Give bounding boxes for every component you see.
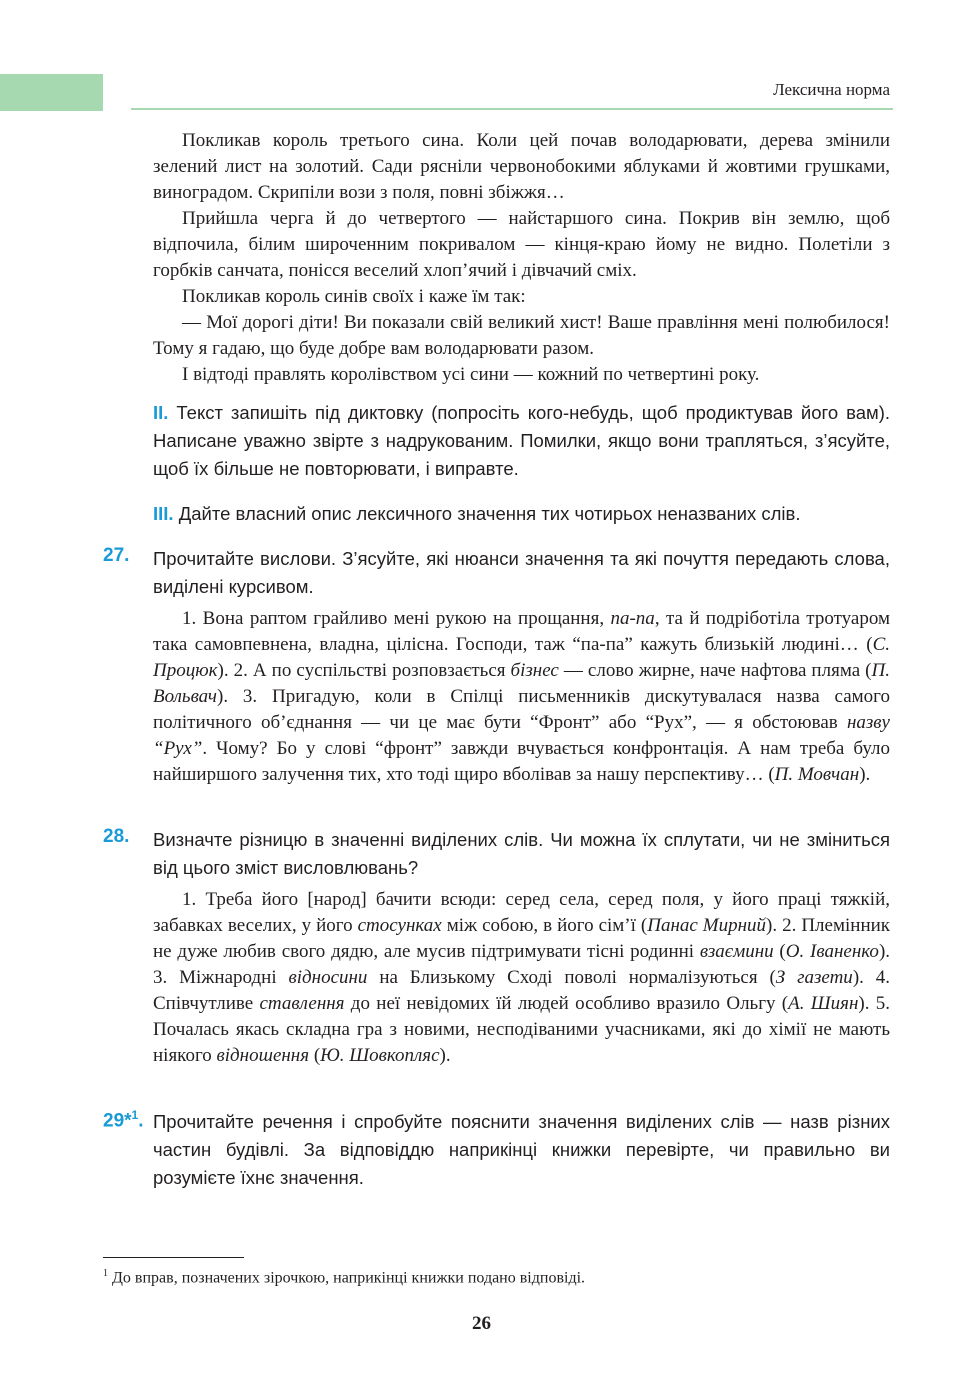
task-label: II.: [153, 402, 169, 423]
author: О. Іваненко: [785, 941, 879, 962]
exercise-27-text: 1. Вона раптом грайливо мені рукою на прощання, па-па, та й подріботіла тротуаром така самовпевнена, владна, цілісна. Господи, таж “па-па” кажуть близькій людині… (С. Процюк). 2. А по суспільстві розповзається бізнес — слово жирне, наче нафтова пляма (П. Вольвач). 3. Пригадую, коли в Спілці письменників дискутувалася назва самого політичного об’єднання — чи це має бути “Фронт” або “Рух”, — я обстоював назву “Рух”. Чому? Бо у слові “фронт” завжди вчувається конфронтація. А нам треба було найширшого залучення тих, хто тоді щиро вболівав за нашу перспективу… (П. Мовчан).: [153, 608, 890, 785]
exercise-task: Прочитайте речення і спробуйте пояснити значення виділених слів — назв різних частин будівлі. За відповіддю наприкінці книжки перевірте, чи правильно ви розумієте їхнє значення.: [153, 1111, 890, 1188]
header-rule: [131, 108, 893, 110]
story-paragraph: Покликав король синів своїх і каже їм так:: [182, 286, 526, 307]
source: З газети: [775, 967, 853, 988]
story-paragraph: — Мої дорогі діти! Ви показали свій великий хист! Ваше правління мені полюбилося! Тому я гадаю, що буде добре вам володарювати разом.: [153, 312, 890, 359]
task-label: III.: [153, 503, 174, 524]
footnote: $^1$ До вправ, позначених зірочкою, наприкінці книжки подано відповіді.: [103, 1268, 586, 1287]
author: П. Вольвач: [153, 660, 890, 707]
task-III: [153, 500, 890, 528]
author: Панас Мирний: [647, 915, 767, 936]
italic-word: відносини: [288, 967, 368, 988]
author: Ю. Шовкопляс: [320, 1045, 440, 1066]
author: П. Мовчан: [774, 764, 860, 785]
author: А. Шиян: [788, 993, 859, 1014]
task-text: Дайте власний опис лексичного значення тих чотирьох неназваних слів.: [178, 503, 801, 524]
exercise-number: 29*$^1$.: [103, 1108, 144, 1132]
italic-word: взаємини: [699, 941, 774, 962]
exercise-number: 27.: [103, 545, 130, 566]
italic-word: назву “Рух”: [153, 712, 890, 759]
italic-word: стосунках: [357, 915, 442, 936]
story-paragraph: І відтоді правлять королівством усі сини — кожний по четвертині року.: [182, 364, 760, 385]
page-number: 26: [472, 1313, 491, 1334]
task-text: Текст запишіть під диктовку (попросіть кого-небудь, щоб продиктував його вам). Написане уважно звірте з надрукованим. Помилки, якщо вони трапляться, з’ясуйте, щоб їх більше не повторювати, і виправте.: [153, 402, 891, 479]
exercise-task: Прочитайте вислови. З’ясуйте, які нюанси значення та які почуття передають слова, виділені курсивом.: [153, 548, 890, 597]
story-paragraph: Прийшла черга й до четвертого — найстаршого сина. Покрив він землю, щоб відпочила, білим широченним покривалом — кінця-краю йому не видно. Полетіли з горбків санчата, понісся веселий хлоп’ячий і дівчачий сміх.: [153, 208, 890, 281]
italic-word: ставлення: [259, 993, 345, 1014]
author: С. Процюк: [153, 634, 890, 681]
header-accent-tab: [0, 74, 103, 111]
exercise-task: Визначте різницю в значенні виділених слів. Чи можна їх сплутати, чи не зміниться від цього зміст висловлювань?: [153, 829, 890, 878]
italic-word: па-па: [610, 608, 655, 629]
story-paragraph: Покликав король третього сина. Коли цей почав володарювати, дерева змінили зелений лист на золотий. Сади рясніли червонобокими яблуками й жовтими грушками, виноградом. Скрипіли вози з поля, повні збіжжя…: [153, 130, 890, 203]
italic-word: відношення: [216, 1045, 310, 1066]
running-head: Лексична норма: [773, 80, 890, 99]
story-text: [153, 128, 890, 388]
footnote-rule: [103, 1257, 244, 1258]
exercise-number: 28.: [103, 826, 130, 847]
italic-word: бізнес: [510, 660, 559, 681]
exercise-28-text: 1. Треба його [народ] бачити всюди: серед села, серед поля, у його праці тяжкій, забавках веселих, у його стосунках між собою, в його сім’ї (Панас Мирний). 2. Племінник не дуже любив свого дядю, але мусив підтримувати тісні родинні взаємини (О. Іваненко). 3. Міжнародні відносини на Близькому Сході поволі нормалізуються (З газети). 4. Співчутливе ставлення до неї невідомих їй людей особливо вразило Ольгу (А. Шиян). 5. Почалась якась складна гра з новими, несподіваними учасниками, які до хімії не мають ніякого відношення (Ю. Шовкопляс).: [153, 889, 891, 1066]
task-II: [153, 399, 890, 483]
